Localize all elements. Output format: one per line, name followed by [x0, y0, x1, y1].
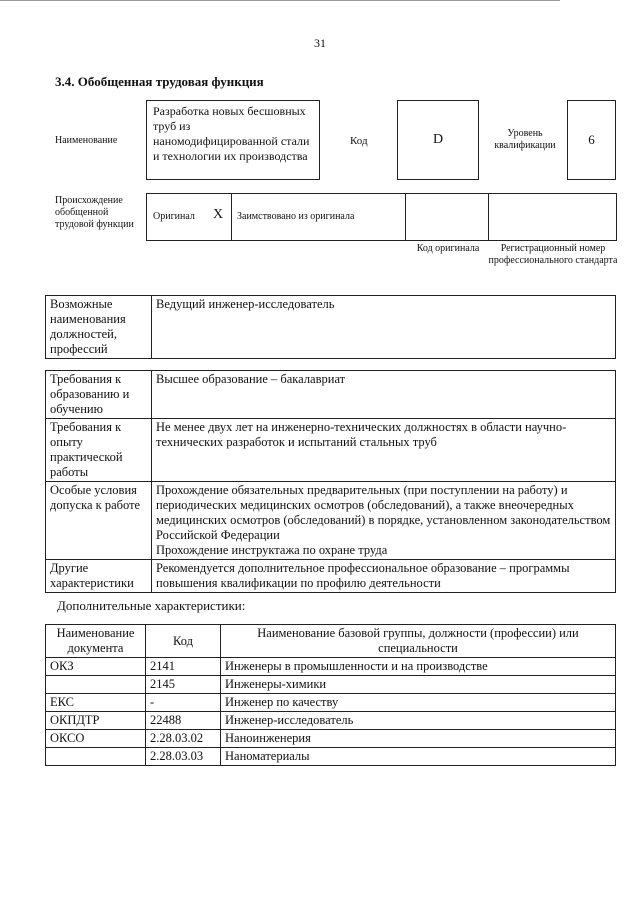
table-row — [46, 482, 616, 560]
table-row — [46, 371, 616, 419]
cell-name: Инженер по качеству — [221, 694, 616, 712]
cell-doc — [46, 748, 146, 766]
requirement-label: Требования к образованию и обучению — [46, 371, 152, 419]
header-name: Наименование базовой группы, должности (профессии) или специальности — [221, 625, 616, 658]
cell-code: 2.28.03.02 — [146, 730, 221, 748]
divider — [231, 194, 232, 240]
original-mark: X — [213, 207, 224, 222]
header-code: Код — [146, 625, 221, 658]
table-row — [46, 748, 616, 766]
level-label: Уровень квалификации — [494, 128, 556, 151]
cell-doc: ОКПДТР — [46, 712, 146, 730]
table-row — [46, 676, 616, 694]
cell-doc: ЕКС — [46, 694, 146, 712]
table-row — [46, 296, 616, 359]
requirement-value: Не менее двух лет на инженерно-технических должностях в области научно-технических разработок и испытаний стальных труб — [152, 419, 616, 482]
requirement-value: Высшее образование – бакалавриат — [152, 371, 616, 419]
borrowed-label: Заимствовано из оригинала — [237, 211, 355, 222]
additional-table — [45, 624, 616, 766]
additional-title: Дополнительные характеристики: — [57, 598, 246, 613]
original-label: Оригинал — [153, 211, 195, 222]
page-number: 31 — [314, 36, 326, 50]
code-original-caption: Код оригинала — [416, 243, 480, 254]
divider — [488, 194, 489, 240]
cell-code: 2141 — [146, 658, 221, 676]
table-row — [46, 694, 616, 712]
cell-code: 22488 — [146, 712, 221, 730]
code-value: D — [397, 100, 479, 180]
reg-number-caption: Регистрационный номер профессионального стандарта — [488, 243, 618, 266]
requirement-label: Другие характеристики — [46, 560, 152, 593]
origin-row — [146, 193, 617, 241]
cell-code: 2.28.03.03 — [146, 748, 221, 766]
requirements-table — [45, 370, 616, 593]
requirement-label: Требования к опыту практической работы — [46, 419, 152, 482]
table-row — [46, 712, 616, 730]
requirement-value-2: Прохождение инструктажа по охране труда — [156, 543, 388, 557]
table-row — [46, 730, 616, 748]
cell-doc — [46, 676, 146, 694]
divider — [405, 194, 406, 240]
origin-label: Происхождение обобщенной трудовой функции — [55, 195, 134, 230]
cell-name: Инженер-исследователь — [221, 712, 616, 730]
cell-name: Инженеры-химики — [221, 676, 616, 694]
top-rule — [0, 0, 560, 1]
requirement-value-cell — [152, 482, 616, 560]
section-title: 3.4. Обобщенная трудовая функция — [55, 74, 264, 89]
positions-table — [45, 295, 616, 359]
cell-doc: ОКЗ — [46, 658, 146, 676]
requirement-value: Рекомендуется дополнительное профессиональное образование – программы повышения квалификации по профилю деятельности — [152, 560, 616, 593]
table-header-row — [46, 625, 616, 658]
requirement-value: Прохождение обязательных предварительных (при поступлении на работу) и периодических медицинских осмотров (обследований), а также внеочередных медицинских осмотров (обследований) в порядке, установленном законодательством Российской Федерации — [156, 483, 611, 542]
level-value: 6 — [567, 100, 616, 180]
requirement-label: Особые условия допуска к работе — [46, 482, 152, 560]
cell-name: Инженеры в промышленности и на производстве — [221, 658, 616, 676]
table-row — [46, 419, 616, 482]
table-row — [46, 560, 616, 593]
header-doc: Наименование документа — [46, 625, 146, 658]
table-row — [46, 658, 616, 676]
name-label: Наименование — [55, 135, 118, 146]
cell-name: Наноматериалы — [221, 748, 616, 766]
cell-name: Наноинженерия — [221, 730, 616, 748]
name-value: Разработка новых бесшовных труб из наномодифицированной стали и технологии их производства — [146, 100, 320, 180]
positions-value: Ведущий инженер-исследователь — [152, 296, 616, 359]
cell-doc: ОКСО — [46, 730, 146, 748]
cell-code: - — [146, 694, 221, 712]
positions-label: Возможные наименования должностей, профессий — [46, 296, 152, 359]
code-label: Код — [350, 135, 368, 147]
cell-code: 2145 — [146, 676, 221, 694]
